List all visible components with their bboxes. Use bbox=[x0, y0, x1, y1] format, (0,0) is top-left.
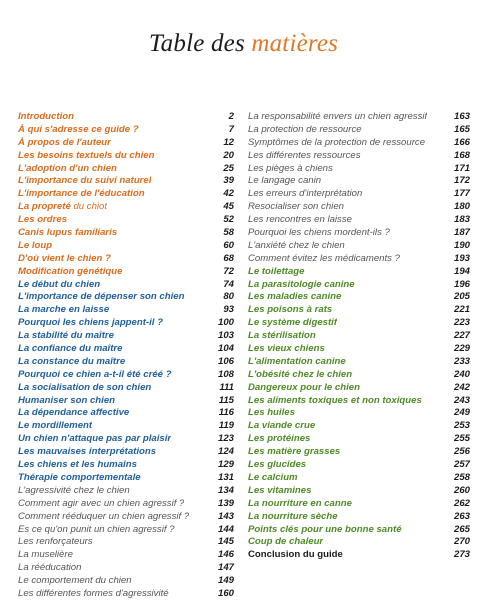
toc-entry-title: Conclusion du guide bbox=[248, 549, 343, 561]
toc-entry-page: 240 bbox=[453, 368, 470, 380]
toc-entry-title: La dépendance affective bbox=[18, 407, 130, 419]
toc-entry[interactable] bbox=[18, 498, 234, 511]
toc-entry-title: Les matière grasses bbox=[248, 446, 341, 458]
toc-entry[interactable] bbox=[18, 536, 234, 549]
toc-entry-page: 165 bbox=[453, 123, 470, 135]
toc-entry-page: 124 bbox=[217, 446, 234, 458]
toc-entry-title: La stabilité du maître bbox=[18, 330, 114, 342]
toc-entry-title: Comment agir avec un chien agressif ? bbox=[18, 497, 185, 509]
toc-entry-title: Modification génétique bbox=[18, 265, 123, 277]
toc-entry-title: La rééducation bbox=[18, 562, 82, 574]
toc-entry-title: Les renforçateurs bbox=[18, 536, 93, 548]
toc-entry[interactable] bbox=[248, 227, 470, 240]
toc-entry[interactable] bbox=[18, 446, 234, 459]
toc-entry-page: 68 bbox=[223, 252, 234, 264]
toc-entry-page: 143 bbox=[217, 510, 234, 522]
toc-entry-page: 108 bbox=[217, 368, 234, 380]
toc-entry[interactable] bbox=[248, 407, 470, 420]
toc-entry-title: Le mordillement bbox=[18, 420, 93, 432]
toc-entry-page: 265 bbox=[453, 523, 470, 535]
toc-entry-page: 229 bbox=[453, 343, 470, 355]
toc-entry-title: La parasitologie canine bbox=[248, 278, 355, 290]
toc-entry-title-main: La propreté bbox=[18, 201, 71, 213]
toc-entry-title: Resocialiser son chien bbox=[248, 201, 344, 213]
toc-entry-title: Symptômes de la protection de ressource bbox=[248, 136, 426, 148]
toc-entry-title: La nourriture sèche bbox=[248, 510, 338, 522]
toc-entry-page: 253 bbox=[453, 420, 470, 432]
toc-entry-title: Les erreurs d'interprétation bbox=[248, 188, 363, 200]
toc-entry-title: Pourquoi les chiens jappent-il ? bbox=[18, 317, 163, 329]
toc-entry[interactable] bbox=[18, 369, 234, 382]
toc-entry[interactable] bbox=[18, 433, 234, 446]
toc-entry-title: Pourquoi les chiens mordent-ils ? bbox=[248, 227, 390, 239]
toc-entry-page: 45 bbox=[223, 201, 234, 213]
page-title bbox=[0, 30, 487, 58]
toc-entry[interactable] bbox=[248, 279, 470, 292]
toc-entry-title: Les différentes ressources bbox=[248, 149, 361, 161]
toc-entry-page: 129 bbox=[217, 459, 234, 471]
toc-entry[interactable] bbox=[248, 382, 470, 395]
toc-entry-title: Les différentes formes d'agressivité bbox=[18, 587, 169, 599]
toc-entry-page: 20 bbox=[223, 149, 234, 161]
toc-entry-title bbox=[18, 201, 107, 214]
toc-entry[interactable] bbox=[248, 549, 470, 562]
toc-entry[interactable] bbox=[248, 395, 470, 408]
toc-entry-page: 2 bbox=[228, 111, 234, 122]
toc-entry-title: Les chiens et les humains bbox=[18, 459, 137, 471]
toc-entry[interactable] bbox=[18, 395, 234, 408]
toc-entry-title: Le système digestif bbox=[248, 317, 338, 329]
toc-entry[interactable] bbox=[18, 304, 234, 317]
toc-entry[interactable] bbox=[18, 124, 234, 137]
toc-entry[interactable] bbox=[18, 420, 234, 433]
toc-entry-title: Les ordres bbox=[18, 214, 68, 226]
toc-entry-title: L'alimentation canine bbox=[248, 355, 346, 367]
toc-entry[interactable] bbox=[248, 511, 470, 524]
toc-entry[interactable] bbox=[248, 433, 470, 446]
toc-entry[interactable] bbox=[248, 266, 470, 279]
toc-entry-page: 193 bbox=[453, 252, 470, 264]
toc-entry-page: 80 bbox=[223, 291, 234, 303]
toc-entry-page: 111 bbox=[219, 381, 234, 393]
toc-entry-page: 104 bbox=[217, 343, 234, 355]
toc-entry[interactable] bbox=[18, 343, 234, 356]
toc-entry[interactable] bbox=[18, 472, 234, 485]
toc-entry[interactable] bbox=[248, 330, 470, 343]
toc-entry-title: La stérilisation bbox=[248, 330, 316, 342]
toc-entry-title: Coup de chaleur bbox=[248, 536, 324, 548]
toc-entry-page: 243 bbox=[453, 394, 470, 406]
toc-entry-page: 39 bbox=[223, 175, 234, 187]
toc-entry[interactable] bbox=[248, 356, 470, 369]
toc-entry[interactable] bbox=[18, 575, 234, 588]
toc-entry-page: 260 bbox=[453, 484, 470, 496]
toc-entry[interactable] bbox=[18, 485, 234, 498]
toc-entry-title: À propos de l'auteur bbox=[18, 136, 111, 148]
toc-entry[interactable] bbox=[18, 266, 234, 279]
toc-entry-title: La viande crue bbox=[248, 420, 316, 432]
title-accent: matières bbox=[251, 30, 339, 57]
toc-entry-title: Les aliments toxiques et non toxiques bbox=[248, 394, 422, 406]
toc-entry-page: 249 bbox=[453, 407, 470, 419]
toc-entry-title: La confiance du maître bbox=[18, 343, 123, 355]
toc-entry-page: 242 bbox=[453, 381, 470, 393]
toc-entry-page: 168 bbox=[453, 149, 470, 161]
toc-entry-title: La nourriture en canne bbox=[248, 497, 352, 509]
toc-entry-page: 93 bbox=[223, 304, 234, 316]
toc-entry[interactable] bbox=[248, 369, 470, 382]
toc-entry-page: 196 bbox=[453, 278, 470, 290]
toc-entry-page: 144 bbox=[217, 523, 234, 535]
toc-entry-page: 131 bbox=[217, 471, 234, 483]
toc-entry-page: 103 bbox=[217, 330, 234, 342]
toc-entry[interactable] bbox=[18, 382, 234, 395]
toc-entry-page: 172 bbox=[453, 175, 470, 187]
toc-entry-title: Dangereux pour le chien bbox=[248, 381, 360, 393]
toc-entry[interactable] bbox=[18, 291, 234, 304]
toc-entry-title: Humaniser son chien bbox=[18, 394, 116, 406]
toc-entry-title: Le toilettage bbox=[248, 265, 305, 277]
toc-entry-page: 58 bbox=[223, 227, 234, 239]
toc-entry-title: Un chien n'attaque pas par plaisir bbox=[18, 433, 172, 445]
toc-entry-title: Pourquoi ce chien a-t-il été créé ? bbox=[18, 368, 172, 380]
toc-entry[interactable] bbox=[18, 549, 234, 562]
toc-entry-page: 205 bbox=[453, 291, 470, 303]
toc-entry[interactable] bbox=[248, 253, 470, 266]
toc-entry[interactable] bbox=[248, 188, 470, 201]
toc-entry-page: 183 bbox=[453, 214, 470, 226]
toc-entry-page: 100 bbox=[217, 317, 234, 329]
toc-entry[interactable] bbox=[248, 317, 470, 330]
toc-entry-title: Le début du chien bbox=[18, 278, 101, 290]
toc-entry[interactable] bbox=[18, 524, 234, 537]
toc-entry[interactable] bbox=[18, 227, 234, 240]
toc-entry[interactable] bbox=[248, 498, 470, 511]
toc-entry[interactable] bbox=[18, 188, 234, 201]
toc-entry[interactable] bbox=[248, 524, 470, 537]
toc-entry[interactable] bbox=[248, 150, 470, 163]
toc-entry[interactable] bbox=[18, 279, 234, 292]
toc-entry[interactable] bbox=[248, 124, 470, 137]
toc-entry-page: 116 bbox=[218, 407, 234, 419]
toc-entry-title: Les mauvaises interprétations bbox=[18, 446, 157, 458]
toc-entry-page: 255 bbox=[453, 433, 470, 445]
toc-entry-page: 262 bbox=[453, 497, 470, 509]
toc-entry-title: L'importance de dépenser son chien bbox=[18, 291, 185, 303]
toc-entry-title: L'adoption d'un chien bbox=[18, 162, 117, 174]
toc-entry-title: L'obésité chez le chien bbox=[248, 368, 353, 380]
toc-entry-title: La socialisation de son chien bbox=[18, 381, 152, 393]
toc-entry-page: 74 bbox=[223, 278, 234, 290]
toc-entry-page: 257 bbox=[453, 459, 470, 471]
toc-entry-title: Les huiles bbox=[248, 407, 295, 419]
toc-entry[interactable] bbox=[18, 175, 234, 188]
toc-entry-page: 52 bbox=[223, 214, 234, 226]
toc-entry-title: L'anxiété chez le chien bbox=[248, 239, 345, 251]
toc-entry-title: La constance du maître bbox=[18, 355, 126, 367]
toc-entry[interactable] bbox=[248, 111, 470, 124]
toc-entry-page: 149 bbox=[217, 575, 234, 587]
toc-entry[interactable] bbox=[248, 304, 470, 317]
toc-entry-title-suffix: du chiot bbox=[70, 201, 108, 213]
toc-entry-title: Comment évitez les médicaments ? bbox=[248, 252, 400, 264]
toc-entry[interactable] bbox=[248, 472, 470, 485]
toc-entry[interactable] bbox=[18, 407, 234, 420]
toc-entry[interactable] bbox=[248, 459, 470, 472]
toc-entry-title: Les vieux chiens bbox=[248, 343, 325, 355]
toc-entry-title: La muselière bbox=[18, 549, 73, 561]
toc-entry-page: 72 bbox=[223, 265, 234, 277]
toc-entry-page: 177 bbox=[453, 188, 470, 200]
toc-entry-title: Les vitamines bbox=[248, 484, 312, 496]
toc-entry-page: 145 bbox=[217, 536, 234, 548]
toc-entry-title: Les protéines bbox=[248, 433, 311, 445]
toc-entry[interactable] bbox=[18, 253, 234, 266]
toc-entry-title: Les poisons à rats bbox=[248, 304, 333, 316]
toc-entry-title: Points clés pour une bonne santé bbox=[248, 523, 402, 535]
toc-entry-page: 12 bbox=[223, 136, 234, 148]
toc-entry-title: Le calcium bbox=[248, 471, 298, 483]
toc-entry[interactable] bbox=[18, 588, 234, 601]
toc-entry[interactable] bbox=[18, 137, 234, 150]
toc-entry-page: 223 bbox=[453, 317, 470, 329]
toc-entry-page: 187 bbox=[453, 227, 470, 239]
toc-entry[interactable] bbox=[18, 240, 234, 253]
toc-entry[interactable] bbox=[248, 485, 470, 498]
toc-entry-title: Thérapie comportementale bbox=[18, 471, 141, 483]
toc-entry-title: La protection de ressource bbox=[248, 123, 362, 135]
toc-entry-page: 227 bbox=[453, 330, 470, 342]
toc-entry-title: Les besoins textuels du chien bbox=[18, 149, 155, 161]
toc-entry-title: Le loup bbox=[18, 239, 53, 251]
toc-entry-title: À qui s'adresse ce guide ? bbox=[18, 123, 139, 135]
title-main: Table des bbox=[148, 30, 252, 57]
toc-entry-title: Es ce qu'on punit un chien agressif ? bbox=[18, 523, 175, 535]
toc-entry-page: 258 bbox=[453, 471, 470, 483]
toc-entry-page: 194 bbox=[453, 265, 470, 277]
toc-entry[interactable] bbox=[248, 420, 470, 433]
toc-entry-title: Les glucides bbox=[248, 459, 307, 471]
toc-entry-page: 166 bbox=[453, 136, 470, 148]
toc-entry-page: 7 bbox=[228, 123, 234, 135]
toc-entry-title: Les rencontres en laisse bbox=[248, 214, 352, 226]
toc-entry[interactable] bbox=[18, 111, 234, 124]
toc-entry[interactable] bbox=[18, 317, 234, 330]
toc-entry-title: Les pièges à chiens bbox=[248, 162, 333, 174]
toc-entry[interactable] bbox=[18, 330, 234, 343]
toc-entry-page: 115 bbox=[218, 394, 234, 406]
toc-entry-page: 273 bbox=[453, 549, 470, 561]
toc-entry[interactable] bbox=[18, 511, 234, 524]
toc-entry[interactable] bbox=[248, 536, 470, 549]
toc-entry-page: 221 bbox=[453, 304, 470, 316]
toc-entry[interactable] bbox=[248, 214, 470, 227]
toc-entry-page: 270 bbox=[453, 536, 470, 548]
toc-entry[interactable] bbox=[248, 175, 470, 188]
toc-entry[interactable] bbox=[18, 150, 234, 163]
toc-entry-page: 180 bbox=[453, 201, 470, 213]
toc-entry[interactable] bbox=[18, 459, 234, 472]
toc-entry-title: Canis lupus familiaris bbox=[18, 227, 118, 239]
toc-entry[interactable] bbox=[18, 163, 234, 176]
toc-entry-title: L'agressivité chez le chien bbox=[18, 484, 130, 496]
toc-entry[interactable] bbox=[18, 214, 234, 227]
toc-entry-title: Le langage canin bbox=[248, 175, 322, 187]
toc-right-column bbox=[248, 111, 470, 562]
toc-entry-page: 119 bbox=[218, 420, 234, 432]
toc-entry-page: 233 bbox=[453, 355, 470, 367]
toc-entry-page: 134 bbox=[217, 484, 234, 496]
toc-entry-title: Le comportement du chien bbox=[18, 575, 132, 587]
toc-entry-title: La marche en laisse bbox=[18, 304, 110, 316]
toc-entry-page: 263 bbox=[453, 510, 470, 522]
toc-entry-page: 139 bbox=[217, 497, 234, 509]
toc-entry[interactable] bbox=[18, 356, 234, 369]
toc-entry-page: 147 bbox=[217, 562, 234, 574]
toc-entry-page: 123 bbox=[217, 433, 234, 445]
toc-entry-page: 146 bbox=[217, 549, 234, 561]
toc-entry-page: 171 bbox=[453, 162, 470, 174]
toc-entry-page: 256 bbox=[453, 446, 470, 458]
toc-entry-title: D'où vient le chien ? bbox=[18, 252, 111, 264]
toc-entry-title: La responsabilité envers un chien agressif bbox=[248, 111, 428, 122]
toc-entry-title: L'importance du suivi naturel bbox=[18, 175, 152, 187]
toc-entry[interactable] bbox=[248, 343, 470, 356]
toc-entry-page: 163 bbox=[453, 111, 470, 122]
toc-entry[interactable] bbox=[18, 201, 234, 214]
toc-entry[interactable] bbox=[248, 291, 470, 304]
toc-entry-title: Comment rééduquer un chien agressif ? bbox=[18, 510, 190, 522]
toc-entry[interactable] bbox=[248, 163, 470, 176]
toc-entry-page: 25 bbox=[223, 162, 234, 174]
toc-entry[interactable] bbox=[248, 240, 470, 253]
toc-entry-title: Introduction bbox=[18, 111, 74, 122]
toc-entry[interactable] bbox=[248, 201, 470, 214]
toc-entry-title: Les maladies canine bbox=[248, 291, 342, 303]
toc-entry[interactable] bbox=[248, 446, 470, 459]
toc-entry-page: 160 bbox=[217, 587, 234, 599]
toc-entry-page: 60 bbox=[223, 239, 234, 251]
toc-entry-title: L'importance de l'éducation bbox=[18, 188, 145, 200]
toc-entry-page: 42 bbox=[223, 188, 234, 200]
toc-entry-page: 190 bbox=[453, 239, 470, 251]
toc-entry[interactable] bbox=[248, 137, 470, 150]
toc-entry[interactable] bbox=[18, 562, 234, 575]
toc-left-column bbox=[18, 111, 234, 601]
toc-entry-page: 106 bbox=[217, 355, 234, 367]
